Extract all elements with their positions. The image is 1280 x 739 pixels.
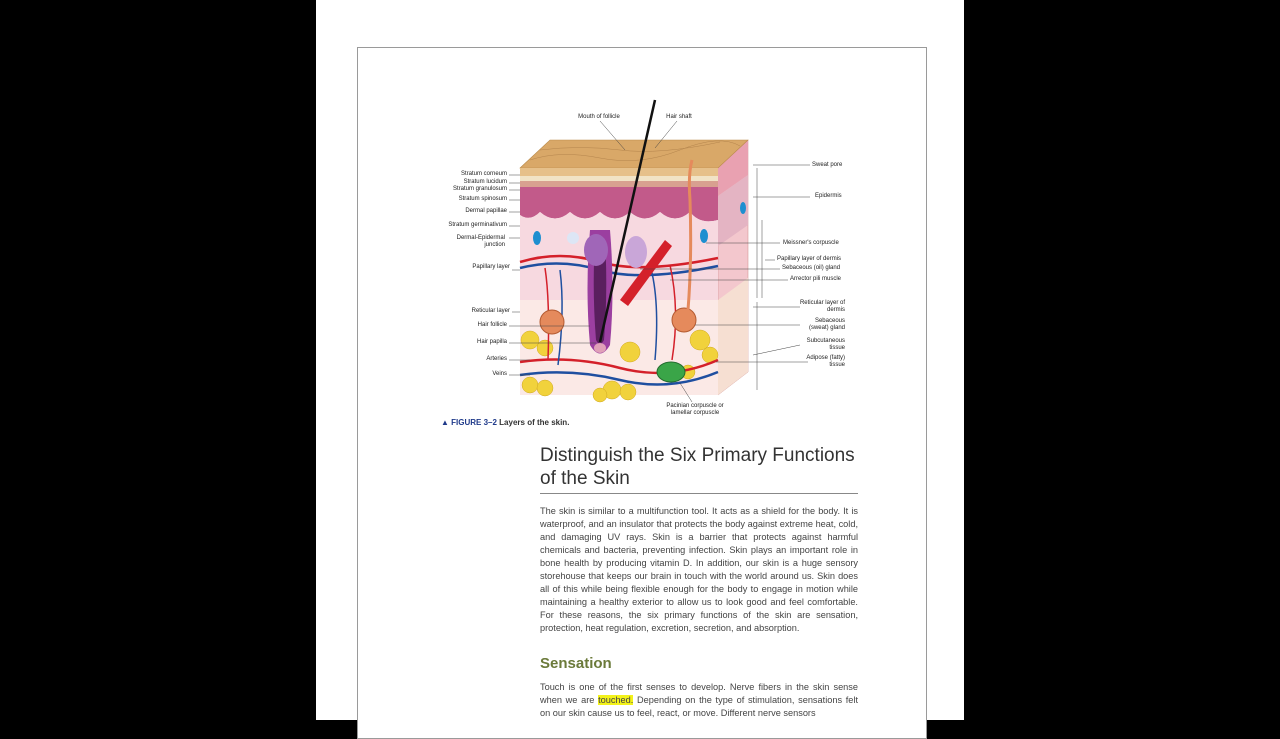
label-meissners-corpuscle: Meissner's corpuscle: [783, 240, 839, 246]
label-reticular-layer: Reticular layer: [471, 308, 510, 314]
label-dermal-papillae: Dermal papillae: [465, 208, 507, 214]
subheading-sensation: Sensation: [540, 655, 612, 672]
section-heading: Distinguish the Six Primary Functions of the Skin: [540, 444, 858, 494]
label-epidermis: Epidermis: [815, 193, 842, 199]
sensation-paragraph: [540, 681, 858, 720]
sensation-text-end: Depending on the type of stimulation, sensations felt on our skin cause us to feel, react, or move. Different nerve sensors: [540, 695, 858, 718]
label-stratum-granulosum: Stratum granulosum: [452, 186, 507, 192]
label-arrector-pili-muscle: Arrector pili muscle: [790, 276, 842, 282]
label-hair-shaft: Hair shaft: [666, 114, 692, 120]
figure-caption-text: Layers of the skin.: [499, 418, 570, 427]
figure-caption: [441, 418, 569, 427]
label-pacinian-corpuscle: Pacinian corpuscle or lamellar corpuscle: [666, 403, 724, 416]
label-arteries: Arteries: [486, 356, 507, 362]
label-sebaceous-oil-gland: Sebaceous (oil) gland: [782, 265, 841, 271]
label-hair-follicle: Hair follicle: [477, 322, 507, 328]
label-hair-papilla: Hair papilla: [476, 339, 507, 345]
label-sweat-pore: Sweat pore: [812, 162, 843, 168]
sensation-text-start: Touch is one of the first senses to develop. Nerve fibers in the skin sense when we are: [540, 682, 858, 705]
label-subcutaneous-tissue: Subcutaneous tissue: [806, 338, 845, 351]
label-mouth-of-follicle: Mouth of follicle: [578, 114, 620, 120]
label-stratum-lucidum: Stratum lucidum: [463, 179, 507, 185]
label-stratum-corneum: Stratum corneum: [460, 171, 507, 177]
figure-number: ▲ FIGURE 3–2: [441, 418, 497, 427]
highlighted-word: touched.: [598, 695, 634, 705]
label-dermal-epidermal-junction: Dermal-Epidermal junction: [456, 235, 505, 248]
label-sebaceous-sweat-gland: Sebaceous (sweat) gland: [808, 318, 845, 331]
label-veins: Veins: [492, 371, 507, 377]
label-stratum-germinativum: Stratum germinativum: [448, 222, 507, 228]
label-stratum-spinosum: Stratum spinosum: [458, 196, 507, 202]
label-papillary-layer-of-dermis: Papillary layer of dermis: [777, 256, 842, 262]
label-adipose-fatty-tissue: Adipose (fatty) tissue: [806, 355, 845, 368]
label-papillary-layer: Papillary layer: [472, 264, 510, 270]
label-reticular-layer-of-dermis: Reticular layer of dermis: [799, 300, 845, 313]
section-paragraph: The skin is similar to a multifunction tool. It acts as a shield for the body. It is waterproof, and an insulator that protects the body against extreme heat, cold, and damaging UV rays. Skin is a barrier that protects against harmful chemicals and bacteria, preventing infection. Skin plays an important role in bone health by producing vitamin D. In addition, our skin is a huge sensory storehouse that keeps our brain in touch with the world around us. Skin does all of this while being flexible enough for the body to engage in motion while maintaining a healthy exterior to allow us to look good and feel comfortable. For these reasons, the six primary functions of the skin are sensation, protection, heat regulation, excretion, secretion, and absorption.: [540, 506, 858, 633]
